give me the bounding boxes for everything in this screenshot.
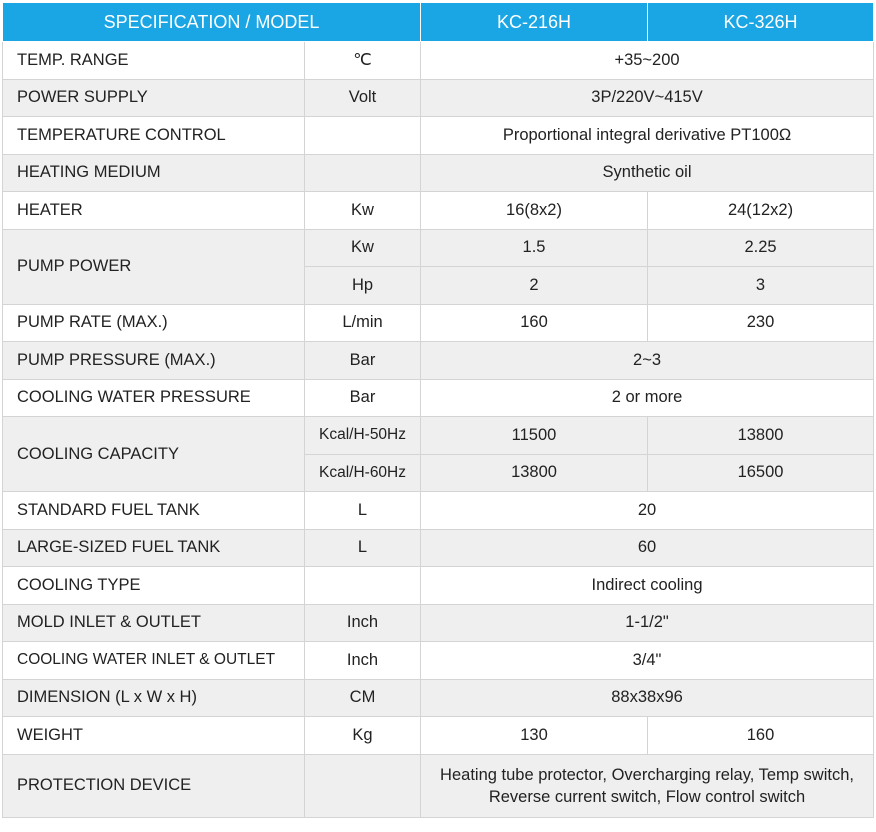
row-value-kc216h: 2 (421, 267, 648, 305)
row-unit: Kcal/H-50Hz (305, 417, 421, 455)
row-pump-power-kw (3, 229, 874, 267)
row-standard-fuel-tank (3, 492, 874, 530)
spec-table (2, 2, 874, 818)
row-value-kc216h: 13800 (421, 454, 648, 492)
row-protection-device (3, 754, 874, 817)
row-label: PUMP POWER (3, 229, 305, 304)
row-unit: L (305, 492, 421, 530)
row-value: Indirect cooling (421, 567, 874, 605)
row-label: POWER SUPPLY (3, 79, 305, 117)
row-value: 3P/220V~415V (421, 79, 874, 117)
row-large-fuel-tank (3, 529, 874, 567)
row-cooling-capacity-50hz (3, 417, 874, 455)
row-label: COOLING WATER INLET & OUTLET (3, 642, 305, 680)
row-value-kc216h: 130 (421, 717, 648, 755)
model-header-kc216h: KC-216H (421, 3, 648, 42)
row-unit: L (305, 529, 421, 567)
row-label: MOLD INLET & OUTLET (3, 604, 305, 642)
model-header-kc326h: KC-326H (648, 3, 874, 42)
row-unit: CM (305, 679, 421, 717)
row-unit: Bar (305, 342, 421, 380)
row-label: LARGE-SIZED FUEL TANK (3, 529, 305, 567)
row-unit (305, 567, 421, 605)
row-unit: Kw (305, 192, 421, 230)
row-unit: Inch (305, 604, 421, 642)
row-value: Synthetic oil (421, 154, 874, 192)
row-unit: Hp (305, 267, 421, 305)
row-value-kc216h: 1.5 (421, 229, 648, 267)
row-label: HEATING MEDIUM (3, 154, 305, 192)
row-value-kc216h: 160 (421, 304, 648, 342)
row-label: TEMP. RANGE (3, 42, 305, 80)
row-label: COOLING TYPE (3, 567, 305, 605)
row-label: WEIGHT (3, 717, 305, 755)
row-label: PROTECTION DEVICE (3, 754, 305, 817)
row-value-kc326h: 24(12x2) (648, 192, 874, 230)
row-value-kc326h: 230 (648, 304, 874, 342)
row-temperature-control (3, 117, 874, 155)
row-cooling-water-inlet-outlet (3, 642, 874, 680)
row-unit: Kg (305, 717, 421, 755)
row-pump-pressure (3, 342, 874, 380)
row-label: HEATER (3, 192, 305, 230)
row-value: 3/4" (421, 642, 874, 680)
row-value-kc216h: 16(8x2) (421, 192, 648, 230)
row-value: 2 or more (421, 379, 874, 417)
row-label: COOLING WATER PRESSURE (3, 379, 305, 417)
row-unit (305, 154, 421, 192)
row-dimension (3, 679, 874, 717)
row-value: 2~3 (421, 342, 874, 380)
row-value: +35~200 (421, 42, 874, 80)
row-temp-range (3, 42, 874, 80)
row-label: PUMP PRESSURE (MAX.) (3, 342, 305, 380)
row-value-kc326h: 16500 (648, 454, 874, 492)
row-unit (305, 117, 421, 155)
row-weight (3, 717, 874, 755)
row-value-kc326h: 2.25 (648, 229, 874, 267)
row-unit: Inch (305, 642, 421, 680)
row-unit: Volt (305, 79, 421, 117)
row-value: 20 (421, 492, 874, 530)
row-unit: Kw (305, 229, 421, 267)
row-unit: L/min (305, 304, 421, 342)
row-heating-medium (3, 154, 874, 192)
row-value: 88x38x96 (421, 679, 874, 717)
row-cooling-type (3, 567, 874, 605)
row-value: Heating tube protector, Overcharging relay, Temp switch, Reverse current switch, Flow control switch (421, 754, 874, 817)
row-label: STANDARD FUEL TANK (3, 492, 305, 530)
row-cooling-water-pressure (3, 379, 874, 417)
row-unit: Kcal/H-60Hz (305, 454, 421, 492)
row-label: PUMP RATE (MAX.) (3, 304, 305, 342)
row-unit: Bar (305, 379, 421, 417)
row-heater (3, 192, 874, 230)
row-unit: ℃ (305, 42, 421, 80)
row-label: DIMENSION (L x W x H) (3, 679, 305, 717)
row-value-kc326h: 13800 (648, 417, 874, 455)
row-label: COOLING CAPACITY (3, 417, 305, 492)
row-power-supply (3, 79, 874, 117)
row-label: TEMPERATURE CONTROL (3, 117, 305, 155)
row-mold-inlet-outlet (3, 604, 874, 642)
row-pump-rate (3, 304, 874, 342)
row-value: 60 (421, 529, 874, 567)
row-value-kc216h: 11500 (421, 417, 648, 455)
header-row (3, 3, 874, 42)
spec-model-header: SPECIFICATION / MODEL (3, 3, 421, 42)
row-value-kc326h: 3 (648, 267, 874, 305)
row-value: Proportional integral derivative PT100Ω (421, 117, 874, 155)
row-unit (305, 754, 421, 817)
row-value: 1-1/2" (421, 604, 874, 642)
row-value-kc326h: 160 (648, 717, 874, 755)
